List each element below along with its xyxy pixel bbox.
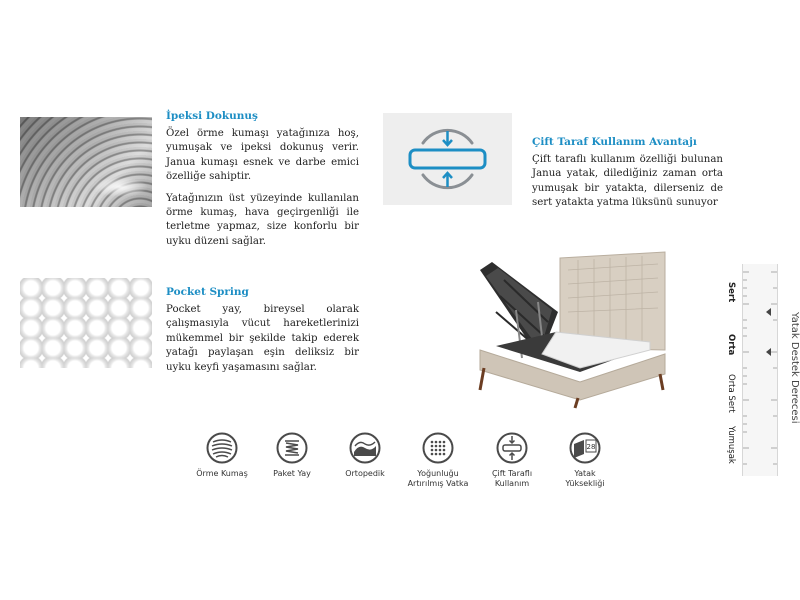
double-sided-panel	[383, 113, 512, 205]
firmness-level-orta-sert: Orta Sert	[726, 374, 736, 413]
icon-label: Yatak	[574, 469, 596, 478]
storage-bed-image	[460, 250, 690, 410]
firmness-level-yumusak: Yumuşak	[726, 426, 736, 464]
double-sided-icon	[383, 113, 512, 205]
feature-double-sided	[532, 136, 723, 211]
icon-label: Çift Taraflı	[491, 469, 533, 478]
feature-title: Pocket Spring	[166, 286, 249, 298]
feature-paragraph: Özel örme kumaşı yatağınıza hoş, yumuşak ve ipeksi dokunuş verir. Janua kumaşı esnek ve darbe emici özelliğe sahiptir.	[166, 128, 359, 183]
icon-label-line2: Artırılmış Vatka	[407, 479, 469, 488]
height-value: 28	[586, 443, 596, 451]
mattress-height-icon	[569, 432, 601, 464]
icon-label-line2: Kullanım	[494, 479, 530, 488]
feature-title: Çift Taraf Kullanım Avantajı	[532, 136, 697, 148]
icon-item-density	[398, 432, 478, 489]
firmness-level-orta: Orta	[726, 334, 736, 356]
knit-fabric-icon	[206, 432, 238, 464]
spring-icon	[276, 432, 308, 464]
icon-item-spring	[252, 432, 332, 479]
feature-silk-touch	[166, 110, 359, 249]
firmness-scale	[720, 262, 800, 484]
icon-label: Örme Kumaş	[196, 469, 248, 478]
icon-item-height	[545, 432, 625, 489]
icon-label: Ortopedik	[345, 469, 385, 478]
density-icon	[422, 432, 454, 464]
firmness-scale-title: Yatak Destek Derecesi	[789, 312, 800, 424]
feature-pocket-spring	[166, 286, 359, 375]
icon-label-line2: Yüksekliği	[565, 479, 605, 488]
feature-paragraph: Yatağınızın üst yüzeyinde kullanılan örme kumaş, hava geçirgenliği ile terletme yapmaz, size konforlu bir uyku düzeni sağlar.	[166, 192, 359, 247]
feature-title: İpeksi Dokunuş	[166, 110, 258, 122]
icon-item-knit-fabric	[182, 432, 262, 479]
double-sided-small-icon	[496, 432, 528, 464]
pocket-spring-image	[20, 278, 152, 368]
firmness-level-sert: Sert	[726, 282, 736, 303]
icon-item-double-sided	[472, 432, 552, 489]
silk-fabric-image	[20, 117, 152, 207]
icon-label: Yoğunluğu	[417, 469, 459, 478]
orthopedic-icon	[349, 432, 381, 464]
icon-item-orthopedic	[325, 432, 405, 479]
firmness-scale-bar	[742, 264, 778, 476]
feature-paragraph: Pocket yay, bireysel olarak çalışmasıyla vücut hareketlerinizi mükemmel bir şekilde takip ederek yatağı paylaşan eşin deliksiz bir uyku keyfi yaşamasını sağlar.	[166, 304, 359, 373]
feature-icon-row	[190, 432, 620, 502]
feature-paragraph: Çift taraflı kullanım özelliği bulunan Janua yatak, dilediğiniz zaman orta yumuşak bir yatakta, dilerseniz de sert yatakta yatma lüksünü sunuyor	[532, 154, 723, 209]
icon-label: Paket Yay	[273, 469, 311, 478]
